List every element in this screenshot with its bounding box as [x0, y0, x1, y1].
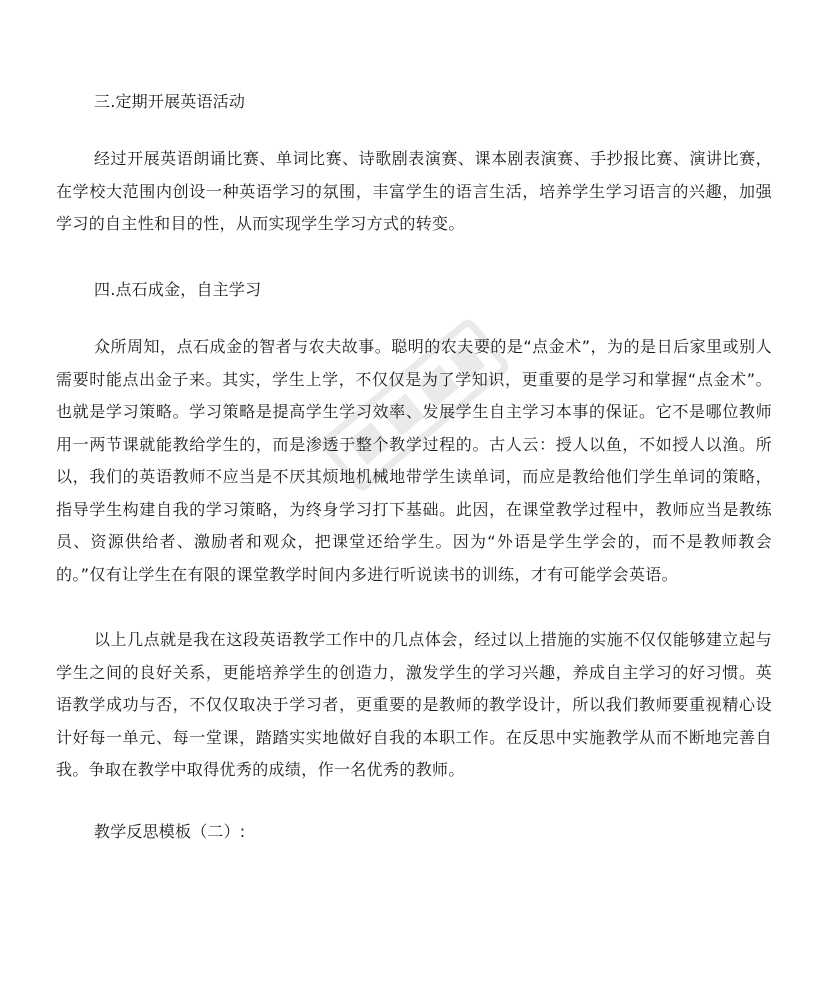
- conclusion-paragraph: 以上几点就是我在这段英语教学工作中的几点体会，经过以上措施的实施不仅仅能够建立起与学生之间的良好关系，更能培养学生的创造力，激发学生的学习兴趣，养成自主学习的好习惯。英语教学成功与否，不仅仅取决于学习者，更重要的是教师的教学设计，所以我们教师要重视精心设计好每一单元、每一堂课，踏踏实实地做好自我的本职工作。在反思中实施教学从而不断地完善自我。争取在教学中取得优秀的成绩，作一名优秀的教师。: [56, 630, 772, 779]
- section-heading-4: 四.点石成金，自主学习: [94, 280, 262, 299]
- section-paragraph-3: 经过开展英语朗诵比赛、单词比赛、诗歌剧表演赛、课本剧表演赛、手抄报比赛、演讲比赛，在学校大范围内创设一种英语学习的氛围，丰富学生的语言生活，培养学生学习语言的兴趣，加强学习的自主性和目的性，从而实现学生学习方式的转变。: [56, 149, 772, 233]
- section-paragraph-4: 众所周知，点石成金的智者与农夫故事。聪明的农夫要的是“点金术”，为的是日后家里或别人需要时能点出金子来。其实，学生上学，不仅仅是为了学知识，更重要的是学习和掌握“点金术”。也就是学习策略。学习策略是提高学生学习效率、发展学生自主学习本事的保证。它不是哪位教师用一两节课就能教给学生的，而是渗透于整个教学过程的。古人云：授人以鱼，不如授人以渔。所以，我们的英语教师不应当是不厌其烦地机械地带学生读单词，而应是教给他们学生单词的策略，指导学生构建自我的学习策略，为终身学习打下基础。此因，在课堂教学过程中，教师应当是教练员、资源供给者、激励者和观众，把课堂还给学生。因为“外语是学生学会的，而不是教师教会的。”仅有让学生在有限的课堂教学时间内多进行听说读书的训练，才有可能学会英语。: [56, 337, 772, 584]
- section-heading-3: 三.定期开展英语活动: [94, 92, 246, 111]
- next-section-heading: 教学反思模板（二）:: [94, 822, 246, 841]
